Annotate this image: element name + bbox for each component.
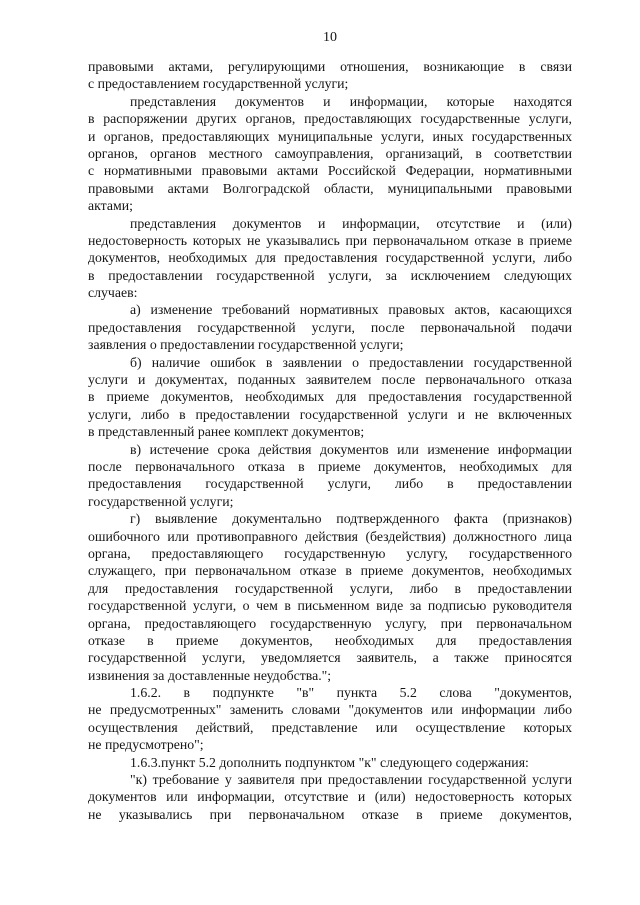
text-line: и органов, предоставляющих муниципальные услуги, иных государственных	[88, 128, 572, 144]
text-line: "к) требование у заявителя при предоставлении государственной услуги	[130, 772, 572, 788]
text-line: представления документов и информации, отсутствие и (или)	[130, 215, 572, 231]
text-line: с предоставлением государственной услуги;	[88, 76, 349, 92]
paragraph	[88, 301, 572, 353]
text-line: документов или информации, отсутствие и (или) недостоверность которых	[88, 789, 572, 805]
text-line: в приеме документов, необходимых для предоставления государственной	[88, 389, 572, 405]
paragraph	[88, 771, 572, 823]
paragraph	[88, 754, 572, 771]
text-line: отказе в приеме документов, необходимых для предоставления	[88, 632, 572, 648]
text-line: государственной услуги, уведомляется заявитель, а также приносятся	[88, 650, 572, 666]
text-line: государственной услуги, о чем в письменном виде за подписью руководителя	[88, 598, 572, 614]
text-line: органа, предоставляющего государственную услугу, при первоначальном	[88, 615, 572, 631]
text-line: в предоставлении государственной услуги, за исключением следующих	[88, 267, 572, 283]
text-line: правовыми актами, регулирующими отношения, возникающие в связи	[88, 59, 572, 74]
text-line: служащего, при первоначальном отказе в приеме документов, необходимых	[88, 563, 572, 579]
paragraph	[88, 354, 572, 441]
text-line: 1.6.2. в подпункте "в" пункта 5.2 слова "документов,	[130, 685, 572, 701]
text-line: услуги и документах, поданных заявителем после первоначального отказа	[88, 372, 572, 388]
text-line: не указывались при первоначальном отказе в приеме документов,	[88, 806, 572, 822]
paragraph	[88, 58, 572, 93]
text-line: осуществления действий, представление или осуществление которых	[88, 719, 572, 735]
text-line: случаев:	[88, 285, 138, 301]
text-line: 1.6.3.пункт 5.2 дополнить подпунктом "к" следующего содержания:	[130, 754, 529, 770]
text-line: актами;	[88, 198, 133, 214]
text-line: после первоначального отказа в приеме документов, необходимых для	[88, 458, 572, 474]
document-body	[88, 58, 572, 823]
text-line: г) выявление документально подтвержденного факта (признаков)	[130, 511, 572, 527]
paragraph	[88, 93, 572, 215]
text-line: а) изменение требований нормативных правовых актов, касающихся	[130, 302, 572, 318]
text-line: с нормативными правовыми актами Российской Федерации, нормативными	[88, 163, 572, 179]
text-line: извинения за доставленные неудобства.";	[88, 667, 332, 683]
text-line: государственной услуги;	[88, 493, 234, 509]
text-line: органов, органов местного самоуправления, организаций, в соответствии	[88, 145, 572, 161]
text-line: услуги, либо в предоставлении государственной услуги и не включенных	[88, 406, 572, 422]
paragraph	[88, 684, 572, 754]
text-line: не предусмотрено";	[88, 737, 204, 753]
page-number: 10	[323, 30, 337, 45]
text-line: б) наличие ошибок в заявлении о предоставлении государственной	[130, 354, 572, 370]
text-line: предоставления государственной услуги, после первоначальной подачи	[88, 319, 572, 335]
text-line: представления документов и информации, которые находятся	[130, 93, 572, 109]
text-line: не предусмотренных" заменить словами "документов или информации либо	[88, 702, 572, 718]
text-line: недостоверность которых не указывались при первоначальном отказе в приеме	[88, 232, 572, 248]
paragraph	[88, 441, 572, 511]
text-line: предоставления государственной услуги, либо в предоставлении	[88, 476, 572, 492]
text-line: ошибочного или противоправного действия (бездействия) должностного лица	[88, 528, 572, 544]
text-line: в распоряжении других органов, предоставляющих государственные услуги,	[88, 111, 572, 127]
text-line: органа, предоставляющего государственную услугу, государственного	[88, 545, 572, 561]
text-line: в) истечение срока действия документов или изменение информации	[130, 441, 572, 457]
text-line: документов, необходимых для предоставления государственной услуги, либо	[88, 250, 572, 266]
text-line: для предоставления государственной услуги, либо в предоставлении	[88, 580, 572, 596]
paragraph	[88, 215, 572, 302]
text-line: заявления о предоставлении государственной услуги;	[88, 337, 404, 353]
text-line: правовыми актами Волгоградской области, муниципальными правовыми	[88, 180, 572, 196]
text-line: в представленный ранее комплект документов;	[88, 424, 365, 440]
paragraph	[88, 510, 572, 684]
